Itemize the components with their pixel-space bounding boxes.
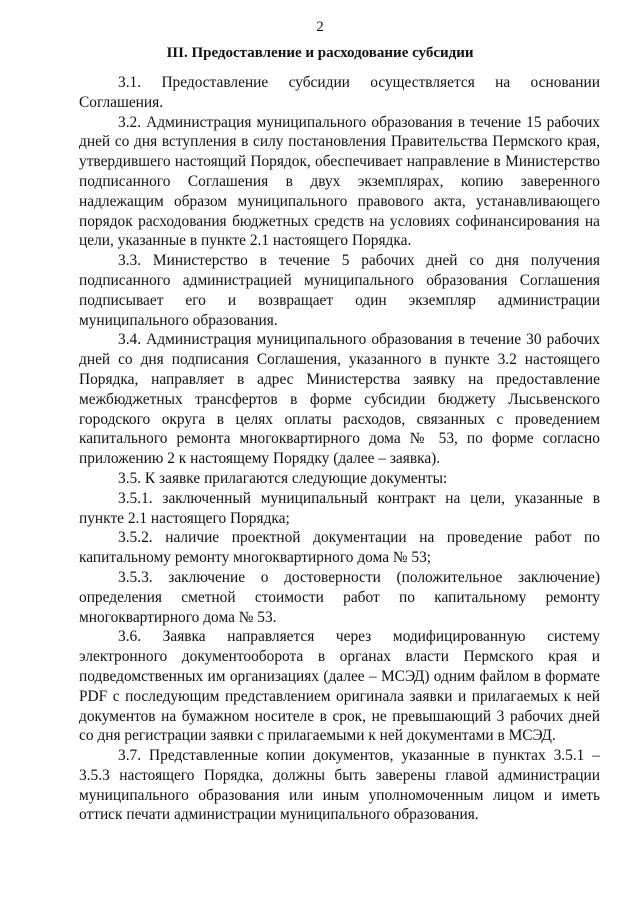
paragraph-3-2: 3.2. Администрация муниципального образования в течение 15 рабочих дней со дня вступления в силу постановления Правительства Пермского края, утвердившего настоящий Порядок, обеспечивает направление в Министерство подписанного Соглашения в двух экземплярах, копию заверенного надлежащим образом муниципального правового акта, устанавливающего порядок расходования бюджетных средств на условиях софинансирования на цели, указанные в пункте 2.1 настоящего Порядка. (79, 113, 600, 250)
paragraph-3-5: 3.5. К заявке прилагаются следующие документы: (118, 469, 448, 487)
paragraph-3-6: 3.6. Заявка направляется через модифицированную систему электронного документооборота в органах власти Пермского края и подведомственных им организациях (далее – МСЭД) одним файлом в формате PDF с последующим представлением оригинала заявки и прилагаемых к ней документов на бумажном носителе в срок, не превышающий 3 рабочих дней со дня регистрации заявки с прилагаемыми к ней документами в МСЭД. (79, 628, 600, 745)
paragraph-3-3: 3.3. Министерство в течение 5 рабочих дней со дня получения подписанного администрацией муниципального образования Соглашения подписывает его и возвращает один экземпляр администрации муниципального образования. (79, 252, 600, 329)
paragraph-3-7: 3.7. Представленные копии документов, указанные в пунктах 3.5.1 – 3.5.3 настоящего Порядка, должны быть заверены главой администрации муниципального образования или иным уполномоченным лицом и иметь оттиск печати администрации муниципального образования. (79, 747, 600, 824)
section-title: III. Предоставление и расходование субсидии (166, 45, 474, 61)
paragraph-3-5-1: 3.5.1. заключенный муниципальный контракт на цели, указанные в пункте 2.1 настоящего Порядка; (79, 489, 600, 527)
document-body (79, 73, 600, 825)
paragraph-3-5-2: 3.5.2. наличие проектной документации на проведение работ по капитальному ремонту многоквартирного дома № 53; (79, 529, 600, 567)
paragraph-3-1: 3.1. Предоставление субсидии осуществляется на основании Соглашения. (79, 74, 600, 111)
page-number: 2 (316, 19, 324, 35)
paragraph-3-4: 3.4. Администрация муниципального образования в течение 30 рабочих дней со дня подписания Соглашения, указанного в пункте 3.2 настоящего Порядка, направляет в адрес Министерства заявку на предоставление межбюджетных трансфертов в форме субсидии бюджету Лысьвенского городского округа в целях оплаты расходов, связанных с проведением капитального ремонта многоквартирного дома № 53, по форме согласно приложению 2 к настоящему Порядку (далее – заявка). (79, 331, 600, 468)
paragraph-3-5-3: 3.5.3. заключение о достоверности (положительное заключение) определения сметной стоимости работ по капитальному ремонту многоквартирного дома № 53. (79, 568, 600, 626)
